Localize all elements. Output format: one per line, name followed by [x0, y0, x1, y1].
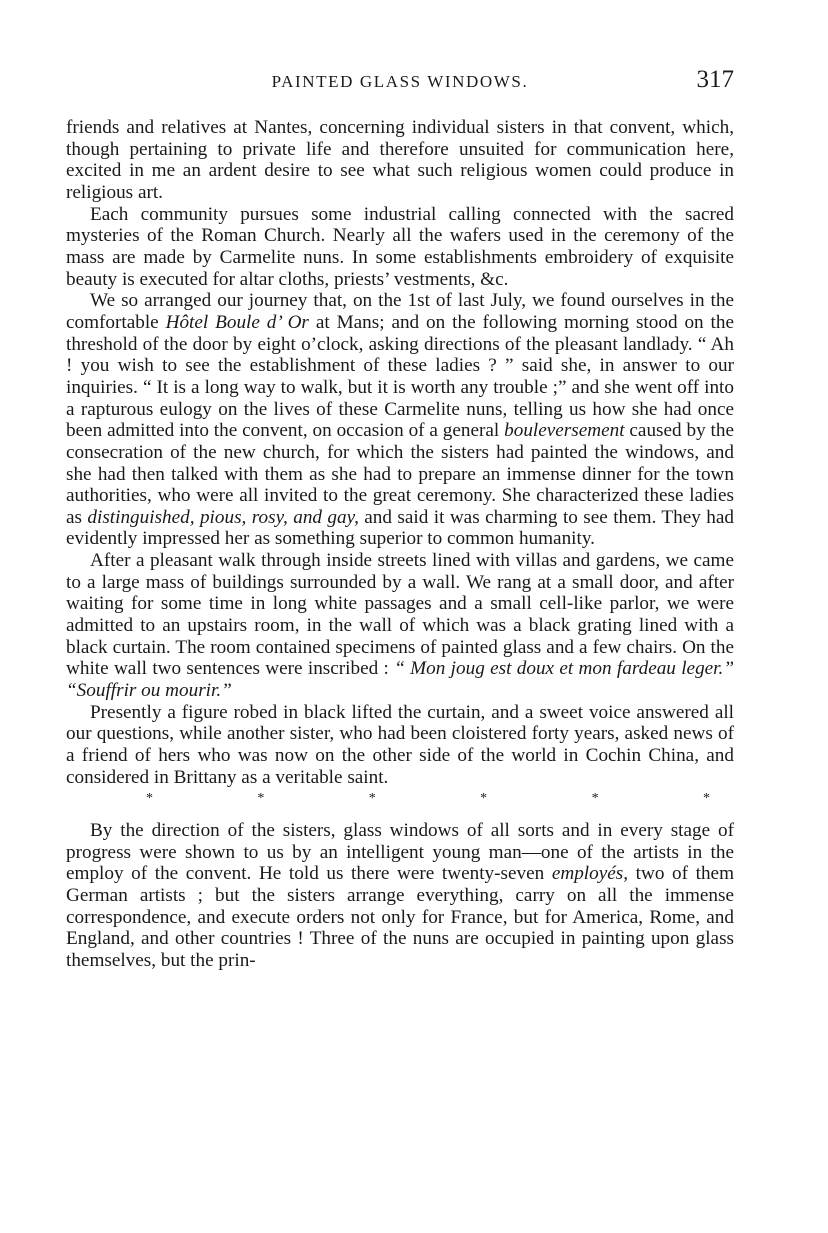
- italic-text: bouleversement: [504, 420, 625, 442]
- text-run: Presently a figure robed in black lifted the curtain, and a sweet voice answered all our questions, while another sister, who had been cloistered forty years, asked news of a friend of hers who was now on the other side of the world in Cochin China, and considered in Brittany as a veritable saint.: [66, 701, 734, 788]
- text-run: After a pleasant walk through inside streets lined with villas and gardens, we came to a large mass of buildings surrounded by a wall. We rang at a small door, and after waiting for some time in long white passages and a small cell-like parlor, we were admitted to an upstairs room, in the wall of which was a black grating lined with a black curtain. The room contained specimens of painted glass and a few chairs. On the white wall two sentences were inscribed :: [66, 550, 734, 680]
- text-run: Each community pursues some industrial calling connected with the sacred mysteries of the Roman Church. Nearly all the wafers used in the ceremony of the mass are made by Carmelite nuns. In some establishments embroidery of exquisite beauty is executed for altar cloths, priests’ vestments, &c.: [66, 203, 734, 290]
- paragraph: [66, 702, 734, 789]
- section-break: [66, 788, 734, 810]
- paragraph: [66, 204, 734, 291]
- page-number: 317: [696, 66, 734, 93]
- paragraph: [66, 820, 734, 972]
- italic-text: employés,: [551, 863, 629, 885]
- text-run: two of them German artists ; but the sisters arrange everything, carry on all the immense correspondence, and execute orders not only for France, but for America, Rome, and England, and other countries ! Three of the nuns are occupied in painting upon glass themselves, but the prin-: [66, 863, 734, 971]
- running-title: PAINTED GLASS WINDOWS.: [271, 72, 529, 91]
- section-break-star: *: [146, 791, 153, 807]
- section-break-star: *: [257, 791, 265, 807]
- paragraph: [66, 117, 734, 204]
- italic-text: Hôtel Boule d’ Or: [165, 311, 309, 333]
- italic-text: “ Mon joug est doux et mon fardeau leger.” “Souffrir ou mourir.”: [66, 658, 734, 702]
- text-run: at Mans; and on the following morning stood on the threshold of the door by eight o’clock, asking directions of the pleasant landlady. “ Ah ! you wish to see the establishment of these ladies ? ” said she, in answer to our inquiries. “ It is a long way to walk, but it is worth any trouble ;” and she went off into a rapturous eulogy on the lives of these Carmelite nuns, telling us how she had once been admitted into the convent, on occasion of a general: [66, 311, 734, 442]
- text-run: We so arranged our journey that, on the 1st of last July, we found ourselves in the comfortable: [66, 290, 734, 333]
- text-run: By the direction of the sisters, glass windows of all sorts and in every stage of progress were shown to us by an intelligent young man—one of the artists in the employ of the convent. He told us there were twenty-seven: [66, 819, 734, 885]
- paragraph: [66, 290, 734, 550]
- italic-text: distinguished, pious, rosy, and gay,: [87, 506, 359, 528]
- page-header: [66, 66, 734, 100]
- body-text: [66, 117, 734, 972]
- section-break-star: *: [480, 791, 488, 807]
- text-run: caused by the consecration of the new church, for which the sisters had painted the windows, and she had then talked with them as she had to prepare an immense dinner for the town authorities, who were all invited to the great ceremony. She characterized these ladies as: [66, 420, 734, 528]
- section-break-star: *: [702, 791, 710, 807]
- section-break-star: *: [591, 791, 599, 807]
- section-break-star: *: [368, 791, 376, 807]
- text-run: friends and relatives at Nantes, concerning individual sisters in that convent, which, though pertaining to private life and therefore unsuited for communication here, excited in me an ardent desire to see what such religious women could produce in religious art.: [66, 117, 734, 203]
- paragraph: [66, 550, 734, 702]
- text-run: and said it was charming to see them. They had evidently impressed her as something superior to common humanity.: [66, 506, 734, 550]
